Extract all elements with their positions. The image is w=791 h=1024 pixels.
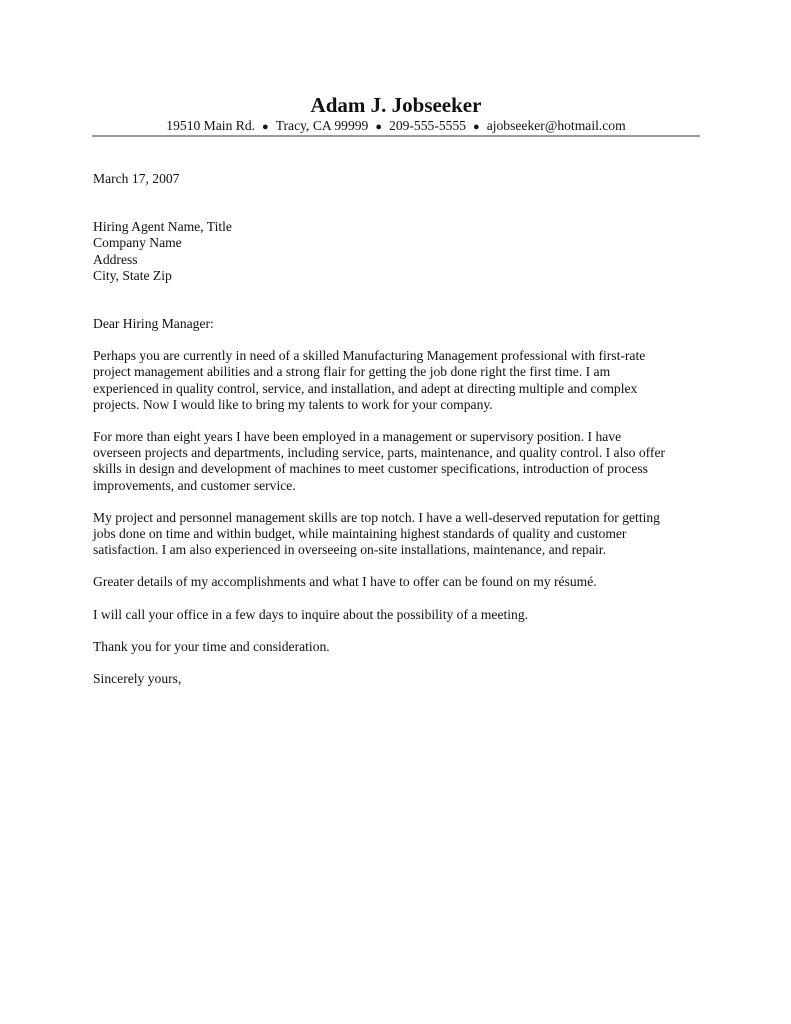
paragraph-line: Greater details of my accomplishments and what I have to offer can be found on my résumé. (93, 574, 597, 590)
recipient-line: Address (93, 251, 138, 267)
letterhead-divider (92, 135, 700, 137)
recipient-line: Company Name (93, 235, 182, 251)
bullet-separator-icon: ● (375, 121, 383, 133)
paragraph-line: skills in design and development of machines to meet customer specifications, introduction of process (93, 461, 648, 477)
contact-line (92, 117, 700, 136)
paragraph-line: Thank you for your time and consideration. (93, 638, 330, 654)
paragraph-line: project management abilities and a strong flair for getting the job done right the first time. I am (93, 364, 611, 380)
paragraph-line: improvements, and customer service. (93, 477, 296, 493)
letter-date: March 17, 2007 (93, 171, 180, 186)
paragraph-line: Perhaps you are currently in need of a skilled Manufacturing Management professional with first-rate (93, 348, 646, 364)
sender-city: Tracy, CA 99999 (275, 118, 369, 133)
paragraph-line: overseen projects and departments, including service, parts, maintenance, and quality control. I also offer (93, 445, 665, 461)
sender-email: ajobseeker@hotmail.com (486, 118, 626, 133)
paragraph-line: experienced in quality control, service, and installation, and adept at directing multiple and complex (93, 380, 638, 396)
paragraph-line: projects. Now I would like to bring my talents to work for your company. (93, 396, 493, 412)
paragraph-intro (93, 348, 713, 413)
paragraph-line: I will call your office in a few days to inquire about the possibility of a meeting. (93, 606, 529, 622)
paragraph-thanks (93, 639, 713, 655)
paragraph-skills (93, 510, 713, 559)
sender-name: Adam J. Jobseeker (310, 93, 482, 117)
paragraph-resume (93, 574, 713, 590)
bullet-separator-icon: ● (473, 121, 480, 133)
sender-phone: 209-555-5555 (389, 118, 467, 133)
paragraph-line: jobs done on time and within budget, while maintaining highest standards of quality and customer (93, 526, 627, 542)
salutation: Dear Hiring Manager: (93, 316, 214, 332)
paragraph-line: My project and personnel management skills are top notch. I have a well-deserved reputation for getting (93, 509, 660, 525)
paragraph-experience (93, 429, 713, 494)
bullet-separator-icon: ● (262, 121, 269, 133)
paragraph-line: For more than eight years I have been employed in a management or supervisory position. I have (93, 429, 622, 445)
recipient-block (93, 219, 713, 284)
paragraph-followup (93, 607, 713, 623)
recipient-line: City, State Zip (93, 267, 172, 283)
closing: Sincerely yours, (93, 671, 182, 687)
recipient-line: Hiring Agent Name, Title (93, 219, 232, 235)
letter-body (93, 171, 713, 687)
sender-address: 19510 Main Rd. (166, 118, 256, 133)
paragraph-line: satisfaction. I am also experienced in overseeing on-site installations, maintenance, and repair. (93, 542, 606, 558)
letterhead (92, 93, 700, 136)
